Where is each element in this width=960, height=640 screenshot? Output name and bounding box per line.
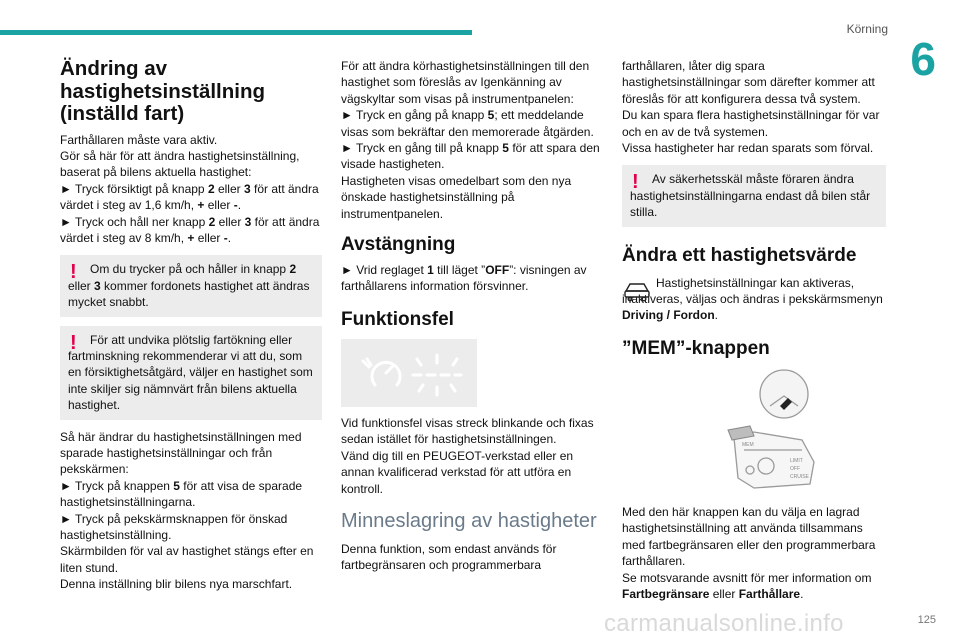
paragraph: ► Tryck på pekskärmsknappen för önskad hastighetsinställning. bbox=[60, 511, 288, 543]
paragraph: Vid funktionsfel visas streck blinkande och fixas sedan istället för hastighetsinställningen. bbox=[341, 415, 594, 447]
paragraph: Skärmbilden för val av hastighet stängs efter en liten stund. bbox=[60, 544, 314, 575]
paragraph: Vissa hastigheter har redan sparats som förval. bbox=[622, 141, 874, 156]
column-2 bbox=[341, 58, 601, 574]
note-text: För att undvika plötslig fartökning eller fartminskning rekommenderar vi att du, som en försiktighetsåtgärd, väljer en hastighet som inte skiljer sig nämnvärt från bilens aktuella hastighet. bbox=[68, 332, 313, 413]
touchscreen-info bbox=[622, 275, 886, 324]
exclamation-icon: ! bbox=[70, 331, 77, 354]
paragraph: ► Tryck på knappen 5 för att visa de sparade hastighetsinställningarna. bbox=[60, 478, 303, 510]
heading-change-speed-value: Ändra ett hastighetsvärde bbox=[622, 244, 857, 266]
exclamation-icon: ! bbox=[70, 261, 77, 284]
heading-change-speed-setting: Ändring av hastighetsinställning (inställd fart) bbox=[60, 57, 266, 125]
note-text: Av säkerhetsskäl måste föraren ändra hastighetsinställningarna endast då bilen står stilla. bbox=[630, 172, 871, 220]
section-title: Körning bbox=[846, 22, 888, 36]
watermark: carmanualsonline.info bbox=[604, 610, 844, 637]
paragraph: Farthållaren måste vara aktiv. bbox=[60, 132, 218, 147]
header-accent-bar bbox=[0, 30, 472, 35]
chapter-number: 6 bbox=[910, 33, 936, 85]
heading-speed-memorisation: Minneslagring av hastigheter bbox=[341, 509, 597, 532]
paragraph: Du kan spara flera hastighetsinställningar för var och en av de två systemen. bbox=[622, 108, 880, 139]
warning-note-2 bbox=[60, 326, 322, 420]
paragraph bbox=[60, 148, 322, 181]
steering-stalk-figure bbox=[622, 366, 886, 494]
paragraph: Hastighetsinställningar kan aktiveras, inaktiveras, väljas och ändras i pekskärmsmenyn Driving / Fordon. bbox=[622, 275, 883, 323]
warning-note-3 bbox=[622, 165, 886, 226]
note-text: Om du trycker på och håller in knapp 2 eller 3 kommer fordonets hastighet att ändras mycket snabbt. bbox=[68, 262, 310, 310]
column-3 bbox=[622, 58, 886, 602]
stalk-label-mem: MEM bbox=[742, 441, 754, 448]
exclamation-icon: ! bbox=[632, 171, 639, 194]
malfunction-figure bbox=[341, 339, 477, 407]
paragraph: ► Tryck och håll ner knapp 2 eller 3 för att ändra värdet i steg av 8 km/h, + eller -. bbox=[60, 214, 320, 245]
column-1 bbox=[60, 58, 322, 593]
paragraph: farthållaren, låter dig spara hastighetsinställningar som därefter kommer att föreslås för att konfigurera dessa två system. bbox=[622, 59, 875, 106]
heading-malfunction: Funktionsfel bbox=[341, 308, 454, 330]
paragraph: ► Tryck försiktigt på knapp 2 eller 3 för att ändra värdet i steg av 1,6 km/h, + eller -. bbox=[60, 181, 319, 213]
paragraph: För att ändra körhastighetsinställningen till den hastighet som föreslås av Igenkänning av vägskyltar som visas på instrumentpanelen: bbox=[341, 59, 590, 106]
warning-note-1 bbox=[60, 255, 322, 316]
paragraph: Hastigheten visas omedelbart som den nya önskade hastighetsinställning på instrumentpanelen. bbox=[341, 173, 572, 221]
paragraph: Denna funktion, som endast används för fartbegränsaren och programmerbara bbox=[341, 541, 557, 573]
paragraph: Så här ändrar du hastighetsinställningen med sparade hastighetsinställningar och från pekskärmen: bbox=[60, 429, 302, 477]
paragraph: Denna inställning blir bilens nya marschfart. bbox=[60, 577, 293, 592]
page-number: 125 bbox=[917, 614, 936, 626]
speedometer-dashes-icon bbox=[349, 345, 469, 401]
stalk-label-off: OFF bbox=[790, 465, 800, 472]
steering-stalk-icon bbox=[674, 366, 834, 494]
paragraph: ► Tryck en gång på knapp 5; ett meddelande visas som bekräftar den memorerade åtgärden. bbox=[341, 108, 594, 139]
stalk-label-cruise: CRUISE bbox=[790, 473, 809, 480]
paragraph: ► Vrid reglaget 1 till läget ”OFF”: visningen av farthållarens information försvinner. bbox=[341, 263, 587, 294]
paragraph: Vänd dig till en PEUGEOT-verkstad eller en annan kvalificerad verkstad för att utföra en kontroll. bbox=[341, 448, 574, 496]
paragraph: Med den här knappen kan du välja en lagrad hastighetsinställning att använda tillsammans med fartbegränsaren eller den programmerbara farthållaren. bbox=[622, 504, 876, 569]
text: Gör så här för att ändra hastighetsinställning, baserat på bilens aktuella hastighet: bbox=[60, 148, 300, 180]
paragraph: ► Tryck en gång till på knapp 5 för att spara den visade hastigheten. bbox=[341, 141, 600, 172]
car-icon bbox=[622, 275, 652, 303]
heading-switch-off: Avstängning bbox=[341, 234, 456, 256]
stalk-label-limit: LIMIT bbox=[790, 457, 803, 464]
paragraph: Se motsvarande avsnitt för mer information om Fartbegränsare eller Farthållare. bbox=[622, 570, 872, 601]
heading-mem-button: ”MEM”-knappen bbox=[622, 337, 770, 359]
